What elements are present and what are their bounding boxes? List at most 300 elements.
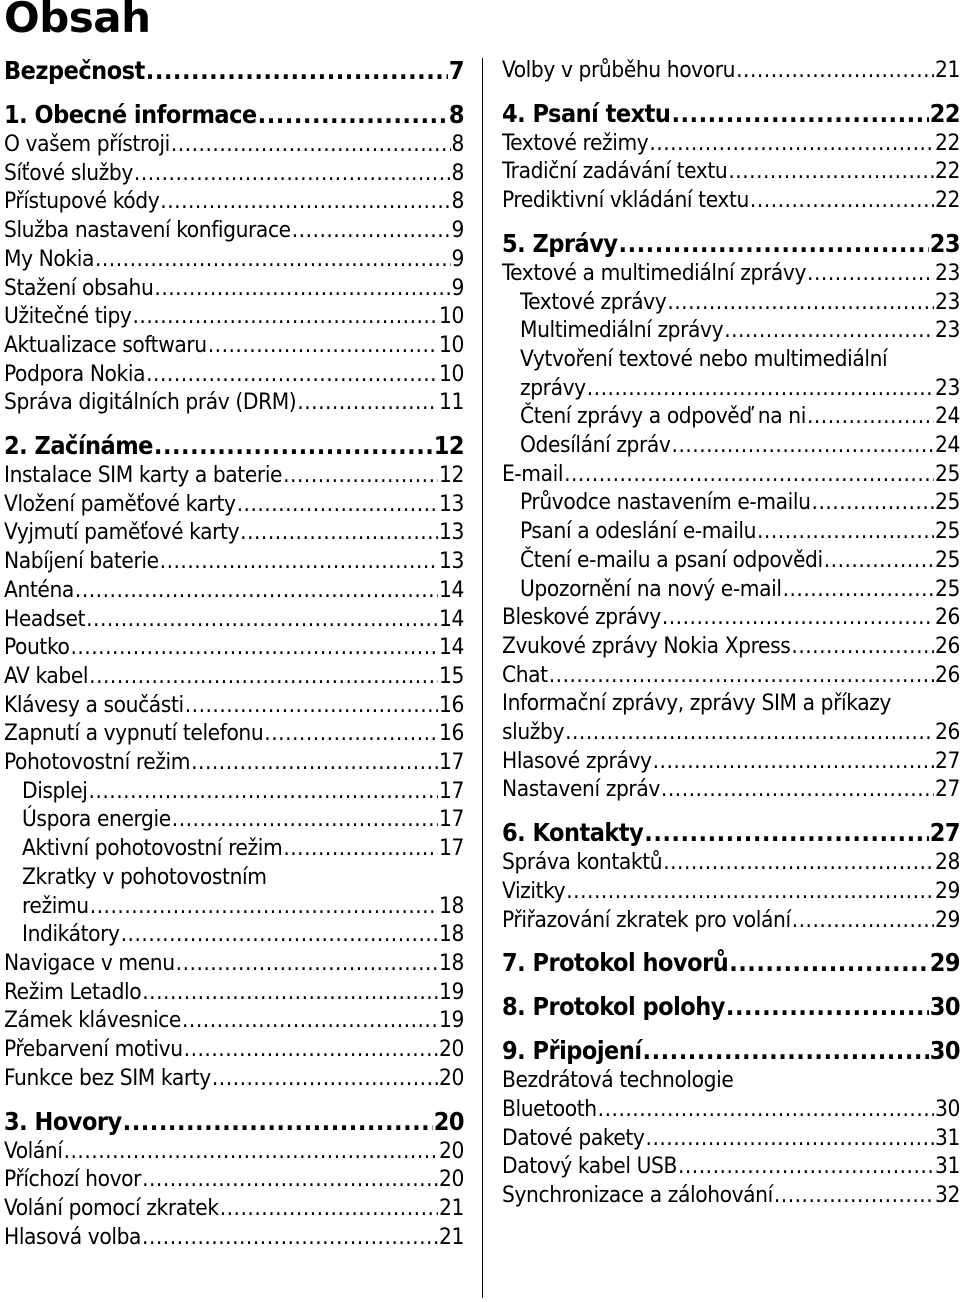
toc-page-number: 22 <box>935 187 960 214</box>
toc-entry[interactable] <box>4 331 464 360</box>
toc-page-number: 19 <box>439 978 464 1005</box>
toc-entry[interactable] <box>502 316 960 345</box>
toc-entry[interactable] <box>4 863 464 892</box>
toc-dot-leader <box>549 661 934 690</box>
toc-page-number: 31 <box>935 1124 960 1151</box>
toc-entry-label: Chat <box>502 661 548 688</box>
toc-chapter-heading[interactable] <box>502 229 960 259</box>
toc-entry[interactable] <box>502 603 960 632</box>
toc-entry-label: Odesílání zpráv <box>520 432 671 459</box>
toc-entry[interactable] <box>4 1223 464 1252</box>
toc-page-number: 26 <box>935 719 960 746</box>
toc-entry-label: Čtení e-mailu a psaní odpovědi <box>520 546 823 573</box>
toc-page-number: 16 <box>439 720 464 747</box>
toc-page-number: 12 <box>439 462 464 489</box>
toc-entry[interactable] <box>4 388 464 417</box>
toc-entry-label: 6. Kontakty <box>502 818 644 848</box>
toc-dot-leader <box>123 1107 433 1137</box>
toc-dot-leader <box>142 978 438 1007</box>
toc-page-number: 17 <box>439 806 464 833</box>
toc-entry-label: režimu <box>22 892 89 919</box>
page-title: Obsah <box>4 0 151 42</box>
toc-page-number: 21 <box>935 57 960 83</box>
toc-entry-label: Správa kontaktů <box>502 849 663 876</box>
toc-dot-leader <box>661 775 934 804</box>
toc-entry-label: Klávesy a součásti <box>4 691 184 718</box>
toc-entry[interactable] <box>502 186 960 215</box>
toc-page-number: 20 <box>439 1137 464 1164</box>
toc-page-number: 8 <box>448 100 464 129</box>
toc-dot-leader <box>750 186 934 215</box>
toc-dot-leader <box>678 1152 934 1181</box>
toc-entry-label: Instalace SIM karty a baterie <box>4 462 283 489</box>
toc-dot-leader <box>564 460 934 489</box>
toc-page-number: 20 <box>433 1106 464 1136</box>
toc-chapter-heading[interactable] <box>502 1036 960 1066</box>
toc-dot-leader <box>182 1006 438 1035</box>
toc-page-number: 10 <box>439 303 464 330</box>
toc-entry[interactable] <box>4 1194 464 1223</box>
toc-page-number: 17 <box>439 835 464 862</box>
toc-dot-leader <box>121 920 438 949</box>
toc-page-number: 29 <box>935 906 960 933</box>
toc-entry[interactable] <box>4 490 464 519</box>
toc-dot-leader <box>160 187 450 216</box>
toc-page-number: 14 <box>439 634 464 661</box>
toc-entry[interactable] <box>502 1095 960 1124</box>
toc-entry[interactable] <box>502 517 960 546</box>
toc-dot-leader <box>95 245 451 274</box>
toc-dot-leader <box>134 159 451 188</box>
toc-entry[interactable] <box>4 805 464 834</box>
toc-entry-label: 5. Zprávy <box>502 228 618 258</box>
toc-entry-label: Podpora Nokia <box>4 360 146 387</box>
toc-entry-label: 4. Psaní textu <box>502 98 671 128</box>
toc-dot-leader <box>172 805 438 834</box>
toc-entry[interactable] <box>502 259 960 288</box>
toc-page-number: 25 <box>935 460 960 487</box>
toc-page-number: 8 <box>451 131 464 157</box>
toc-dot-leader <box>292 216 451 245</box>
toc-entry-label: 1. Obecné informace <box>4 100 257 129</box>
toc-entry[interactable] <box>4 274 464 303</box>
toc-entry-label: Bleskové zprávy <box>502 604 661 631</box>
toc-entry[interactable] <box>502 488 960 517</box>
toc-entry-label: Headset <box>4 605 86 632</box>
toc-entry-label: Textové a multimediální zprávy <box>502 259 807 286</box>
toc-dot-leader <box>237 490 438 519</box>
toc-dot-leader <box>258 100 448 130</box>
toc-entry[interactable] <box>4 949 464 978</box>
toc-dot-leader <box>774 1181 934 1210</box>
toc-entry-label: Síťové služby <box>4 159 133 186</box>
toc-page-number: 11 <box>439 389 464 416</box>
toc-dot-leader <box>757 517 934 546</box>
toc-page-number: 25 <box>935 489 960 516</box>
toc-entry-label: Vložení paměťové karty <box>4 490 236 517</box>
toc-entry-label: Bluetooth <box>502 1095 597 1122</box>
toc-entry[interactable] <box>502 906 960 935</box>
toc-entry[interactable] <box>4 245 464 274</box>
toc-dot-leader <box>724 316 934 345</box>
toc-dot-leader <box>667 288 934 317</box>
toc-entry-label: Správa digitálních práv (DRM) <box>4 389 297 416</box>
toc-page-number: 8 <box>451 188 464 215</box>
toc-entry-label: Průvodce nastavením e-mailu <box>520 489 811 516</box>
toc-entry[interactable] <box>502 661 960 690</box>
toc-entry-label: E-mail <box>502 460 564 487</box>
toc-page-number: 17 <box>439 749 464 776</box>
toc-entry-label: Užitečné tipy <box>4 303 132 330</box>
toc-entry-label: Datový kabel USB <box>502 1153 677 1180</box>
toc-entry-label: Režim Letadlo <box>4 978 142 1005</box>
toc-dot-leader <box>791 632 934 661</box>
toc-dot-leader <box>89 662 438 691</box>
toc-page-number: 16 <box>439 691 464 718</box>
toc-entry-label: Funkce bez SIM karty <box>4 1064 211 1091</box>
toc-entry-label: Přebarvení motivu <box>4 1036 183 1063</box>
toc-dot-leader <box>297 388 438 417</box>
toc-entry[interactable] <box>502 157 960 186</box>
toc-entry-label: Služba nastavení konfigurace <box>4 217 291 244</box>
toc-page-number: 28 <box>935 849 960 876</box>
toc-entry-label: Textové zprávy <box>520 288 667 315</box>
toc-entry-label: Informační zprávy, zprávy SIM a příkazy <box>502 690 892 717</box>
toc-dot-leader <box>184 1035 438 1064</box>
toc-page-number: 21 <box>439 1223 464 1250</box>
toc-dot-leader <box>646 1124 935 1153</box>
toc-page-number: 7 <box>448 56 464 85</box>
toc-page-number: 25 <box>935 575 960 602</box>
toc-entry-label: Navigace v menu <box>4 949 175 976</box>
toc-page-number: 21 <box>439 1194 464 1221</box>
toc-chapter-heading[interactable] <box>502 99 960 129</box>
toc-entry[interactable] <box>502 575 960 604</box>
toc-page-number: 29 <box>929 948 960 978</box>
toc-page-number: 30 <box>935 1095 960 1122</box>
toc-entry[interactable] <box>502 718 960 747</box>
toc-entry[interactable] <box>502 402 960 431</box>
toc-entry-label: Synchronizace a zálohování <box>502 1182 773 1209</box>
toc-page-number: 23 <box>935 317 960 344</box>
toc-entry[interactable] <box>4 1165 464 1194</box>
toc-chapter-heading[interactable] <box>502 818 960 848</box>
toc-page-number: 20 <box>439 1064 464 1091</box>
toc-entry-label: Přístupové kódy <box>4 188 160 215</box>
toc-entry[interactable] <box>4 777 464 806</box>
toc-dot-leader <box>729 948 928 978</box>
toc-entry[interactable] <box>502 129 960 158</box>
toc-dot-leader <box>240 518 438 547</box>
toc-entry[interactable] <box>4 691 464 720</box>
toc-dot-leader <box>90 892 438 921</box>
toc-entry-label: Hlasové zprávy <box>502 747 652 774</box>
toc-entry-label: 3. Hovory <box>4 1106 122 1136</box>
toc-entry-label: Tradiční zadávání textu <box>502 158 728 185</box>
toc-entry[interactable] <box>4 719 464 748</box>
toc-page-number: 27 <box>935 747 960 774</box>
toc-dot-leader <box>587 374 934 403</box>
toc-dot-leader <box>672 431 935 460</box>
toc-entry-label: My Nokia <box>4 245 94 272</box>
toc-entry[interactable] <box>4 216 464 245</box>
toc-page-number: 22 <box>935 158 960 185</box>
toc-page-number: 23 <box>935 288 960 315</box>
toc-page-number: 12 <box>433 431 464 461</box>
toc-page-number: 25 <box>935 518 960 545</box>
toc-entry-label: 2. Začínáme <box>4 431 153 461</box>
toc-dot-leader <box>736 56 934 85</box>
toc-entry-label: Přiřazování zkratek pro volání <box>502 906 791 933</box>
toc-page-number: 32 <box>935 1182 960 1209</box>
toc-entry[interactable] <box>502 632 960 661</box>
toc-entry-label: Zapnutí a vypnutí telefonu <box>4 720 264 747</box>
toc-page-number: 19 <box>439 1007 464 1034</box>
toc-left-column <box>4 56 464 1251</box>
toc-page-number: 18 <box>439 949 464 976</box>
toc-entry[interactable] <box>4 576 464 605</box>
toc-entry[interactable] <box>4 605 464 634</box>
toc-entry[interactable] <box>4 1006 464 1035</box>
toc-entry[interactable] <box>502 431 960 460</box>
toc-dot-leader <box>171 130 451 159</box>
toc-dot-leader <box>154 431 433 461</box>
toc-dot-leader <box>812 488 935 517</box>
toc-entry-label: Vyjmutí paměťové karty <box>4 519 240 546</box>
toc-entry[interactable] <box>502 1124 960 1153</box>
toc-dot-leader <box>644 818 928 848</box>
toc-entry[interactable] <box>4 633 464 662</box>
toc-entry-label: Datové pakety <box>502 1124 645 1151</box>
toc-dot-leader <box>726 992 929 1022</box>
toc-page-number: 26 <box>935 661 960 688</box>
toc-entry-label: Čtení zprávy a odpověď na ni <box>520 403 806 430</box>
toc-dot-leader <box>146 360 438 389</box>
toc-page-number: 26 <box>935 604 960 631</box>
toc-entry-label: zprávy <box>520 374 586 401</box>
toc-entry[interactable] <box>502 1181 960 1210</box>
toc-dot-leader <box>283 461 438 490</box>
toc-entry-label: Zámek klávesnice <box>4 1007 181 1034</box>
toc-page-number: 18 <box>439 892 464 919</box>
toc-page-number: 10 <box>439 331 464 358</box>
toc-entry[interactable] <box>4 1137 464 1166</box>
toc-entry[interactable] <box>4 1035 464 1064</box>
toc-entry-label: Nastavení zpráv <box>502 776 660 803</box>
toc-page-number: 31 <box>935 1153 960 1180</box>
toc-chapter-heading[interactable] <box>502 992 960 1022</box>
toc-entry-label: Displej <box>22 777 88 804</box>
toc-page-number: 22 <box>929 98 960 128</box>
toc-entry-label: Pohotovostní režim <box>4 749 191 776</box>
toc-chapter-heading[interactable] <box>4 431 464 461</box>
toc-entry-label: služby <box>502 719 565 746</box>
toc-entry[interactable] <box>4 978 464 1007</box>
toc-entry[interactable] <box>4 302 464 331</box>
toc-chapter-heading[interactable] <box>4 100 464 130</box>
toc-dot-leader <box>653 747 934 776</box>
toc-entry-label: 8. Protokol polohy <box>502 992 725 1022</box>
toc-entry-label: Úspora energie <box>22 806 171 833</box>
toc-page-number: 13 <box>439 548 464 575</box>
toc-entry[interactable] <box>502 1066 960 1095</box>
toc-entry[interactable] <box>502 374 960 403</box>
toc-page-number: 25 <box>935 546 960 573</box>
toc-dot-leader <box>176 949 438 978</box>
toc-dot-leader <box>643 1036 929 1066</box>
toc-chapter-heading[interactable] <box>4 56 464 86</box>
toc-page-number: 22 <box>935 129 960 156</box>
toc-entry-label: AV kabel <box>4 662 89 689</box>
toc-page-number: 14 <box>439 605 464 632</box>
toc-dot-leader <box>792 906 934 935</box>
toc-dot-leader <box>598 1095 934 1124</box>
toc-entry[interactable] <box>4 748 464 777</box>
toc-entry[interactable] <box>502 546 960 575</box>
toc-entry[interactable] <box>4 892 464 921</box>
toc-dot-leader <box>154 274 450 303</box>
toc-page-number: 15 <box>439 662 464 689</box>
toc-page-number: 26 <box>935 632 960 659</box>
toc-entry-label: Bezpečnost <box>4 56 145 85</box>
toc-page-number: 8 <box>451 159 464 186</box>
toc-entry-label: Hlasová volba <box>4 1223 142 1250</box>
toc-entry-label: Textové režimy <box>502 129 649 156</box>
toc-page-number: 20 <box>439 1036 464 1063</box>
toc-dot-leader <box>89 777 439 806</box>
toc-page-number: 13 <box>439 519 464 546</box>
toc-dot-leader <box>86 605 438 634</box>
toc-page-number: 9 <box>451 274 464 301</box>
toc-entry-label: 7. Protokol hovorů <box>502 948 729 978</box>
toc-dot-leader <box>783 575 934 604</box>
toc-entry-label: Vizitky <box>502 877 566 904</box>
toc-page-number: 10 <box>439 360 464 387</box>
toc-page-number: 13 <box>439 490 464 517</box>
toc-entry-label: Aktivní pohotovostní režim <box>22 835 283 862</box>
toc-entry[interactable] <box>502 877 960 906</box>
toc-chapter-heading[interactable] <box>502 948 960 978</box>
toc-page-number: 18 <box>439 921 464 948</box>
toc-entry-label: Anténa <box>4 576 74 603</box>
toc-dot-leader <box>160 547 438 576</box>
toc-page-number: 23 <box>929 228 960 258</box>
toc-page-number: 9 <box>451 245 464 272</box>
toc-entry-label: Volby v průběhu hovoru <box>502 57 736 83</box>
toc-entry[interactable] <box>4 130 464 159</box>
toc-entry-label: Vytvoření textové nebo multimediální <box>520 345 888 372</box>
toc-entry-label: Volání pomocí zkratek <box>4 1194 219 1221</box>
toc-dot-leader <box>191 748 438 777</box>
toc-entry-label: Prediktivní vkládání textu <box>502 187 749 214</box>
toc-dot-leader <box>185 691 438 720</box>
toc-dot-leader <box>807 402 934 431</box>
toc-dot-leader <box>565 718 934 747</box>
toc-right-column <box>502 56 960 1210</box>
toc-page-number: 24 <box>935 432 960 459</box>
toc-dot-leader <box>75 576 438 605</box>
toc-dot-leader <box>824 546 934 575</box>
toc-entry-label: Multimediální zprávy <box>520 317 724 344</box>
toc-dot-leader <box>566 877 934 906</box>
toc-dot-leader <box>671 99 928 129</box>
toc-entry[interactable] <box>502 56 960 85</box>
toc-page-number: 27 <box>929 818 960 848</box>
toc-dot-leader <box>619 229 929 259</box>
toc-page-number: 29 <box>935 877 960 904</box>
toc-entry-label: Psaní a odeslání e-mailu <box>520 518 756 545</box>
toc-page-number: 9 <box>451 217 464 244</box>
toc-entry[interactable] <box>4 518 464 547</box>
toc-dot-leader <box>64 1137 438 1166</box>
toc-dot-leader <box>133 302 439 331</box>
toc-chapter-heading[interactable] <box>4 1107 464 1137</box>
toc-dot-leader <box>70 633 438 662</box>
toc-entry[interactable] <box>4 834 464 863</box>
toc-entry-label: Upozornění na nový e-mail <box>520 575 782 602</box>
toc-dot-leader <box>220 1194 438 1223</box>
toc-entry[interactable] <box>502 288 960 317</box>
toc-entry[interactable] <box>502 775 960 804</box>
toc-dot-leader <box>283 834 438 863</box>
toc-entry-label: Příchozí hovor <box>4 1166 142 1193</box>
toc-dot-leader <box>208 331 438 360</box>
toc-entry-label: Poutko <box>4 634 70 661</box>
toc-entry-label: 9. Připojení <box>502 1036 642 1066</box>
toc-dot-leader <box>142 1165 438 1194</box>
toc-entry[interactable] <box>502 460 960 489</box>
toc-dot-leader <box>662 603 934 632</box>
toc-page-number: 30 <box>929 1036 960 1066</box>
toc-page-number: 24 <box>935 403 960 430</box>
toc-entry[interactable] <box>4 159 464 188</box>
toc-dot-leader <box>663 848 934 877</box>
toc-entry-label: Volání <box>4 1137 63 1164</box>
toc-page-number: 17 <box>439 777 464 804</box>
toc-entry[interactable] <box>4 187 464 216</box>
toc-entry[interactable] <box>4 1064 464 1093</box>
toc-entry[interactable] <box>502 689 960 718</box>
toc-entry-label: Nabíjení baterie <box>4 548 159 575</box>
toc-entry[interactable] <box>502 345 960 374</box>
toc-dot-leader <box>649 129 934 158</box>
toc-entry-label: Stažení obsahu <box>4 274 154 301</box>
toc-page-number: 23 <box>935 374 960 401</box>
toc-entry[interactable] <box>4 461 464 490</box>
toc-entry[interactable] <box>502 848 960 877</box>
toc-page-number: 27 <box>935 776 960 803</box>
toc-entry[interactable] <box>502 747 960 776</box>
toc-page-number: 14 <box>439 576 464 603</box>
toc-dot-leader <box>142 1223 438 1252</box>
toc-dot-leader <box>146 56 448 86</box>
column-divider <box>482 58 483 1298</box>
toc-page-number: 23 <box>935 259 960 286</box>
toc-entry[interactable] <box>4 662 464 691</box>
toc-entry-label: Aktualizace softwaru <box>4 331 207 358</box>
toc-entry[interactable] <box>4 360 464 389</box>
toc-entry[interactable] <box>502 1152 960 1181</box>
toc-entry-label: Zkratky v pohotovostním <box>22 863 267 890</box>
toc-entry-label: Zvukové zprávy Nokia Xpress <box>502 632 791 659</box>
toc-entry[interactable] <box>4 920 464 949</box>
toc-entry[interactable] <box>4 547 464 576</box>
toc-page-number: 20 <box>439 1166 464 1193</box>
toc-dot-leader <box>807 259 934 288</box>
toc-page-number: 30 <box>929 992 960 1022</box>
toc-entry-label: O vašem přístroji <box>4 131 170 157</box>
toc-dot-leader <box>264 719 438 748</box>
